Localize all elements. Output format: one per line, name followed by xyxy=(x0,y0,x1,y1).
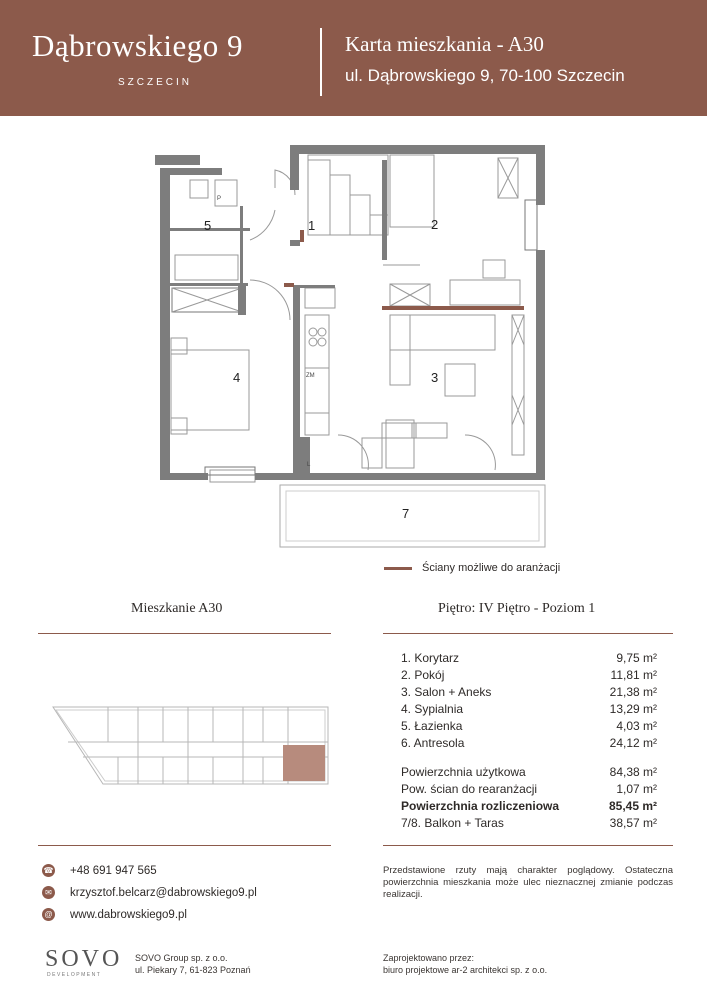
header-divider xyxy=(320,28,322,96)
header-banner xyxy=(0,0,707,116)
room-name: 3. Salon + Aneks xyxy=(401,685,492,699)
phone-icon: ☎ xyxy=(43,866,54,875)
room-area: 24,12 m² xyxy=(609,736,657,750)
kitchen-label: ZM xyxy=(306,373,315,379)
room-label-3: 3 xyxy=(431,370,439,385)
summary-row xyxy=(401,781,657,798)
website-text[interactable]: www.dabrowskiego9.pl xyxy=(70,908,187,921)
email-text[interactable]: krzysztof.belcarz@dabrowskiego9.pl xyxy=(70,886,257,899)
summary-row xyxy=(401,815,657,832)
building-key-plan xyxy=(48,702,330,792)
contact-website[interactable] xyxy=(42,908,187,921)
floor-plan xyxy=(150,140,560,555)
note-rule xyxy=(383,845,673,846)
room-row xyxy=(401,718,657,735)
room-area: 11,81 m² xyxy=(610,668,657,682)
globe-icon: @ xyxy=(42,908,55,921)
room-label-1: 1 xyxy=(308,218,316,233)
room-row xyxy=(401,667,657,684)
summary-area: 84,38 m² xyxy=(609,765,657,779)
room-row xyxy=(401,701,657,718)
room-label-2: 2 xyxy=(431,217,439,232)
room-label-4: 4 xyxy=(233,370,241,385)
room-label-5: 5 xyxy=(204,218,212,233)
sovo-logo: SOVO xyxy=(45,946,123,972)
summary-name: Powierzchnia rozliczeniowa xyxy=(401,799,560,813)
room-area: 21,38 m² xyxy=(609,685,657,699)
floor-title: Piętro: IV Piętro - Poziom 1 xyxy=(438,601,596,616)
room-area: 4,03 m² xyxy=(616,719,657,733)
mail-icon: ✉ xyxy=(42,886,55,899)
room-name: 6. Antresola xyxy=(401,736,465,750)
room-name: 2. Pokój xyxy=(401,668,445,682)
room-area: 13,29 m² xyxy=(609,702,657,716)
key-plan-highlight xyxy=(283,745,325,781)
summary-name: 7/8. Balkon + Taras xyxy=(401,816,504,830)
brand-city: SZCZECIN xyxy=(118,77,192,88)
summary-area: 1,07 m² xyxy=(616,782,657,796)
bathroom-label: P xyxy=(217,196,222,202)
legend xyxy=(384,562,560,574)
brand-title: Dąbrowskiego 9 xyxy=(32,28,244,63)
room-name: 1. Korytarz xyxy=(401,651,460,665)
sovo-logo-sub: DEVELOPMENT xyxy=(47,972,102,978)
designed-by xyxy=(383,952,547,976)
apartment-title: Mieszkanie A30 xyxy=(131,601,223,616)
room-area: 9,75 m² xyxy=(616,651,657,665)
company-info xyxy=(135,952,251,976)
summary-name: Pow. ścian do rearanżacji xyxy=(401,782,538,796)
summary-row-total xyxy=(401,798,657,815)
floor-rule xyxy=(383,633,673,634)
apartment-rule xyxy=(38,633,331,634)
room-label-7: 7 xyxy=(402,506,410,521)
legend-label: Ściany możliwe do aranżacji xyxy=(422,562,561,574)
summary-area: 85,45 m² xyxy=(608,799,657,813)
contact-phone[interactable] xyxy=(42,864,157,877)
contact-rule xyxy=(38,845,331,846)
room-row xyxy=(401,650,657,667)
rooms-gap xyxy=(401,752,657,764)
legend-swatch xyxy=(384,567,412,570)
fridge-label: L xyxy=(307,462,311,468)
summary-row xyxy=(401,764,657,781)
contact-email[interactable] xyxy=(42,886,257,899)
room-list xyxy=(401,650,657,832)
disclaimer: Przedstawione rzuty mają charakter poglądowy. Ostateczna powierzchnia mieszkania może ulec nieznacznej zmianie podczas realizacji. xyxy=(383,865,673,900)
designed-by-name: biuro projektowe ar-2 architekci sp. z o.o. xyxy=(383,965,548,975)
designed-label: Zaprojektowano przez: xyxy=(383,953,475,963)
room-row xyxy=(401,735,657,752)
company-name: SOVO Group sp. z o.o. xyxy=(135,953,228,963)
card-title: Karta mieszkania - A30 xyxy=(345,32,544,56)
summary-name: Powierzchnia użytkowa xyxy=(401,765,526,779)
phone-text[interactable]: +48 691 947 565 xyxy=(70,864,157,877)
company-address: ul. Piekary 7, 61-823 Poznań xyxy=(135,965,251,975)
room-name: 4. Sypialnia xyxy=(401,702,464,716)
card-address: ul. Dąbrowskiego 9, 70-100 Szczecin xyxy=(345,66,625,85)
summary-area: 38,57 m² xyxy=(609,816,657,830)
room-row xyxy=(401,684,657,701)
room-name: 5. Łazienka xyxy=(401,719,463,733)
